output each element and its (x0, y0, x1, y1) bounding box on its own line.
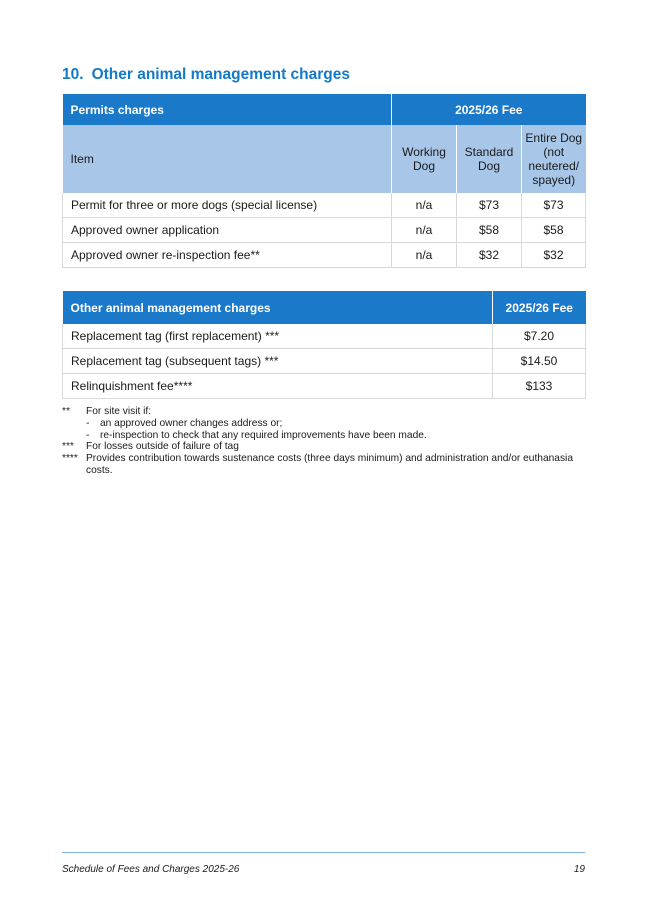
footnote-subitem (62, 418, 582, 430)
row-standard-fee: $58 (457, 218, 522, 243)
row-fee: $14.50 (493, 349, 586, 374)
row-item: Approved owner application (63, 218, 392, 243)
footnote-site-visit (62, 406, 582, 418)
dash-marker: - (86, 417, 90, 429)
footnote-marker: **** (62, 453, 78, 465)
row-entire-fee: $32 (522, 243, 586, 268)
row-working-fee: n/a (392, 193, 457, 218)
footnote-marker: *** (62, 441, 74, 453)
footnote-text: For losses outside of failure of tag (86, 441, 239, 453)
footnote-subitem-text: an approved owner changes address or; (100, 417, 283, 429)
row-item: Approved owner re-inspection fee** (63, 243, 392, 268)
table-row (63, 349, 586, 374)
footer-title: Schedule of Fees and Charges 2025-26 (62, 864, 240, 875)
col-standard-dog-header: Standard Dog (457, 125, 522, 193)
footnote-subitem-text: re-inspection to check that any required improvements have been made. (100, 429, 427, 441)
dash-marker: - (86, 429, 90, 441)
table-header-row (63, 94, 586, 125)
footnote-text: Provides contribution towards sustenance costs (three days minimum) and administration and/or euthanasia costs. (86, 453, 573, 476)
column-header-row (63, 125, 586, 193)
other-charges-table (62, 291, 586, 399)
footnote-marker: ** (62, 406, 70, 417)
fee-header-label: 2025/26 Fee (493, 291, 586, 324)
footer-divider (62, 852, 585, 853)
row-entire-fee: $58 (522, 218, 586, 243)
footnote-tag-losses (62, 441, 582, 453)
table-row (63, 243, 586, 268)
row-item: Replacement tag (subsequent tags) *** (63, 349, 493, 374)
page-number: 19 (573, 864, 585, 875)
table-row (63, 374, 586, 399)
other-header-label: Other animal management charges (63, 291, 493, 324)
section-number: 10. (62, 66, 84, 83)
row-working-fee: n/a (392, 218, 457, 243)
row-fee: $133 (493, 374, 586, 399)
col-working-dog-header: Working Dog (392, 125, 457, 193)
row-item: Replacement tag (first replacement) *** (63, 324, 493, 349)
row-standard-fee: $32 (457, 243, 522, 268)
table-row (63, 218, 586, 243)
row-standard-fee: $73 (457, 193, 522, 218)
footnote-subitem (62, 430, 582, 442)
table-header-row (63, 291, 586, 324)
col-entire-dog-header: Entire Dog (not neutered/ spayed) (522, 125, 586, 193)
section-heading (62, 66, 350, 84)
col-item-header: Item (63, 125, 392, 193)
row-item: Permit for three or more dogs (special license) (63, 193, 392, 218)
row-entire-fee: $73 (522, 193, 586, 218)
footnotes (62, 406, 582, 477)
footnote-sustenance (62, 453, 582, 477)
permits-header-label: Permits charges (63, 94, 392, 125)
permits-charges-table (62, 94, 586, 268)
footnote-text: For site visit if: (86, 406, 152, 417)
fee-header-label: 2025/26 Fee (392, 94, 586, 125)
row-working-fee: n/a (392, 243, 457, 268)
row-item: Relinquishment fee**** (63, 374, 493, 399)
section-title: Other animal management charges (91, 66, 350, 83)
table-row (63, 324, 586, 349)
row-fee: $7.20 (493, 324, 586, 349)
table-row (63, 193, 586, 218)
